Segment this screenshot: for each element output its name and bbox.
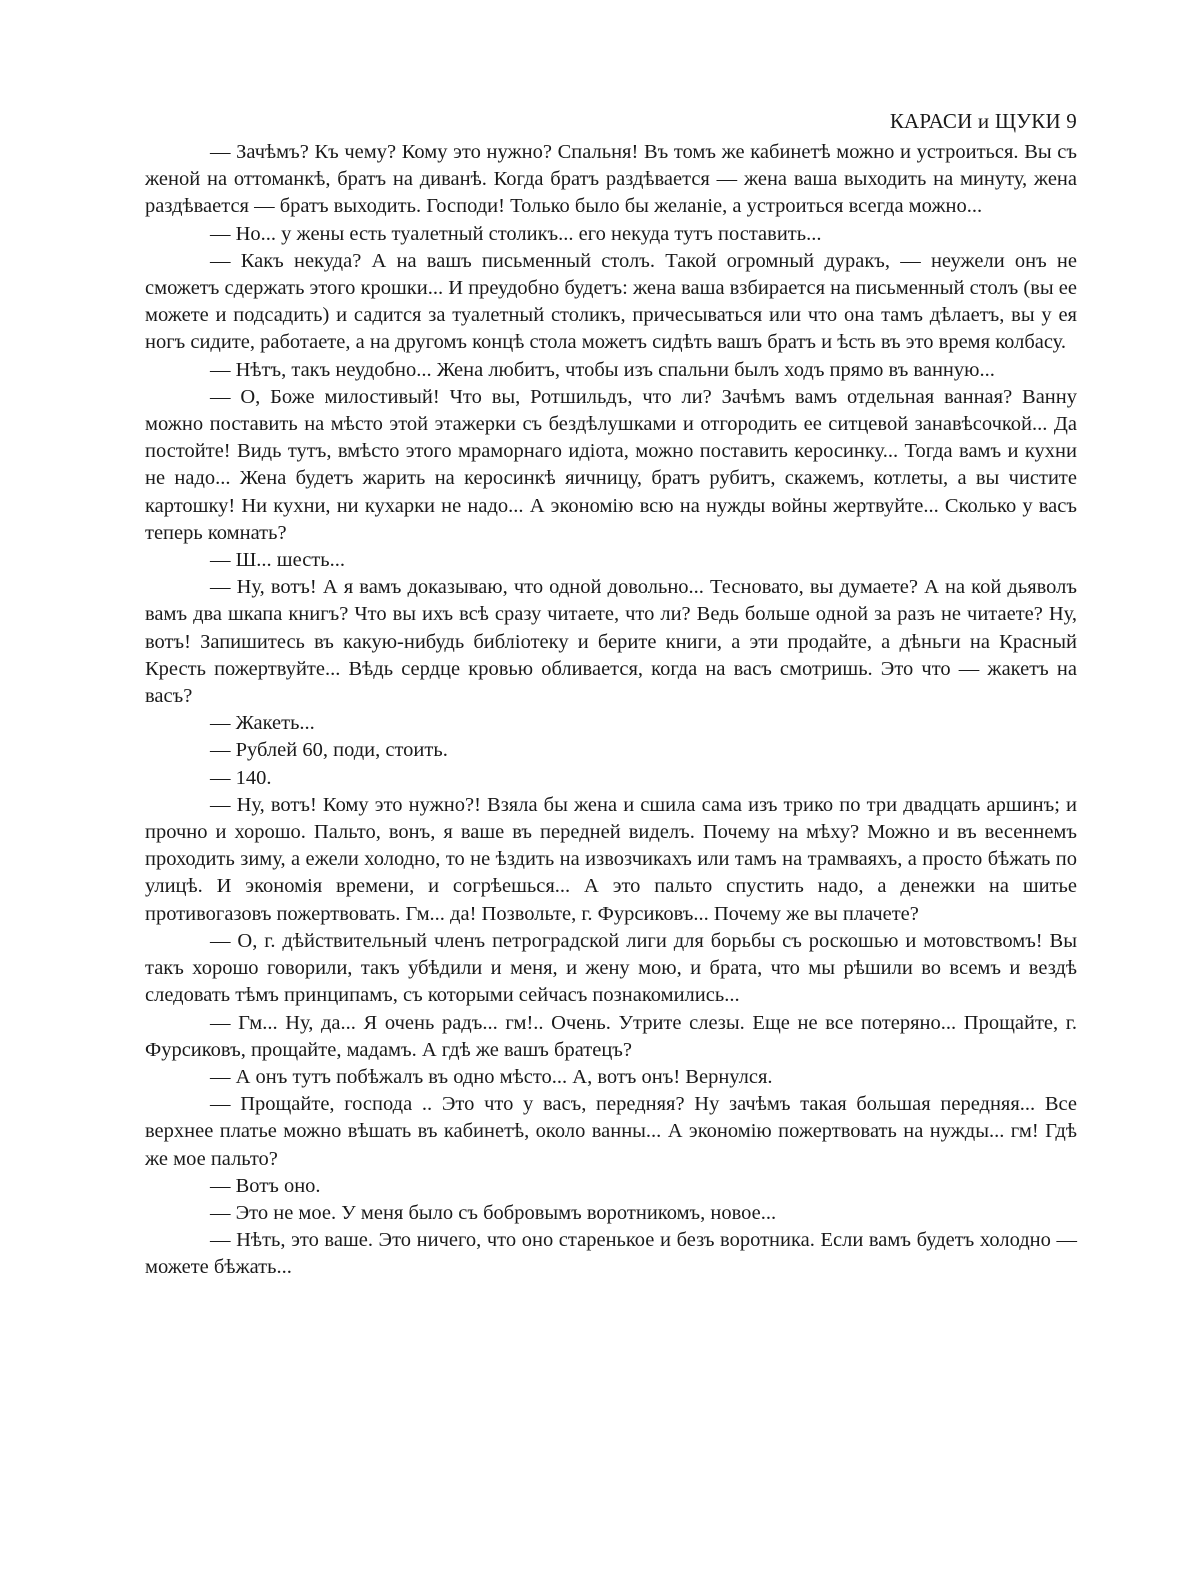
paragraph: — 140. [210, 766, 272, 789]
document-page [145, 108, 1077, 1282]
running-header: КАРАСИ и ЩУКИ 9 [889, 109, 1077, 133]
paragraph: — Гм... Ну, да... Я очень радъ... гм!.. Очень. Утрите слезы. Еще не все потеряно... Прощайте, г. Фурсиковъ, прощайте, мадамъ. А гдѣ же вашъ братецъ? [145, 1011, 1077, 1061]
paragraph: — Зачѣмъ? Къ чему? Кому это нужно? Спальня! Въ томъ же кабинетѣ можно и устроиться. Вы съ женой на оттоманкѣ, братъ на диванѣ. Когда братъ раздѣвается — жена ваша выходить на минуту, жена раздѣвается — братъ выходить. Господи! Только было бы желаніе, а устроиться всегда можно... [145, 141, 1077, 218]
paragraph: — Но... у жены есть туалетный столикъ... его некуда тутъ поставить... [210, 222, 822, 245]
paragraph: — Прощайте, господа .. Это что у васъ, передняя? Ну зачѣмъ такая большая передняя... Все верхнее платье можно вѣшать въ кабинетѣ, около ванны... А экономію пожертвовать на нужды... гм! Гдѣ же мое пальто? [145, 1093, 1077, 1170]
paragraph: — О, г. дѣйствительный членъ петроградской лиги для борьбы съ роскошью и мотовствомъ! Вы такъ хорошо говорили, такъ убѣдили и меня, и жену мою, и брата, что мы рѣшили во всемъ и вездѣ следовать тѣмъ принципамъ, съ которыми сейчасъ познакомились... [145, 929, 1077, 1007]
paragraph: — Жакеть... [210, 712, 315, 735]
paragraph: — Нѣтъ, такъ неудобно... Жена любитъ, чтобы изъ спальни былъ ходъ прямо въ ванную... [210, 358, 995, 381]
paragraph: — А онъ тутъ побѣжалъ въ одно мѣсто... А, вотъ онъ! Вернулся. [210, 1065, 773, 1088]
paragraph: — Это не мое. У меня было съ бобровымъ воротникомъ, новое... [210, 1201, 777, 1224]
paragraph: — Рублей 60, поди, стоить. [210, 739, 448, 762]
paragraph: — Вотъ оно. [210, 1174, 321, 1197]
paragraph: — О, Боже милостивый! Что вы, Ротшильдъ, что ли? Зачѣмъ вамъ отдельная ванная? Ванну можно поставить на мѣсто этой этажерки съ бездѣлушками и отгородить ее ситцевой занавѣсочкой... Да постойте! Видь тутъ, вмѣсто этого мраморнаго идіота, можно поставить керосинку... Тогда вамъ и кухни не надо... Жена будетъ жарить на керосинкѣ яичницу, братъ рубитъ, скажемъ, котлеты, а вы чистите картошку! Ни кухни, ни кухарки не надо... А экономію всю на нужды войны жертвуйте... Сколько у васъ теперь комнать? [145, 385, 1077, 544]
paragraph: — Какъ некуда? А на вашъ письменный столъ. Такой огромный дуракъ, — неужели онъ не сможетъ сдержать этого крошки... И преудобно будетъ: жена ваша взбирается на письменный столъ (вы ее можете и подсадить) и садится за туалетный столикъ, причесываться или что она тамъ дѣлаетъ, вы у ея ногъ сидите, работаете, а на другомъ концѣ стола можетъ сидѣть вашъ братъ и ѣсть въ это время колбасу. [145, 249, 1077, 354]
paragraph: — Нѣть, это ваше. Это ничего, что оно старенькое и безъ воротника. Если вамъ будетъ холодно — можете бѣжать... [145, 1229, 1077, 1279]
body-text [145, 139, 1077, 1282]
paragraph: — Ну, вотъ! Кому это нужно?! Взяла бы жена и сшила сама изъ трико по три двадцать аршинъ; и прочно и хорошо. Пальто, вонъ, я ваше въ передней виделъ. Почему на мѣху? Можно и въ весеннемъ проходить зиму, а ежели холодно, то не ѣздить на извозчикахъ или тамъ на трамваяхъ, а просто бѣжать по улицѣ. И экономія времени, и согрѣешься... А это пальто спустить надо, а денежки на шитье противогазовъ пожертвовать. Гм... да! Позвольте, г. Фурсиковъ... Почему же вы плачете? [145, 793, 1077, 925]
paragraph: — Ну, вотъ! А я вамъ доказываю, что одной довольно... Тесновато, вы думаете? А на кой дьяволъ вамъ два шкапа книгъ? Что вы ихъ всѣ сразу читаете, что ли? Ведь больше одной за разъ не читаете? Ну, вотъ! Запишитесь въ какую-нибудь библіотеку и берите книги, а эти продайте, а дѣньги на Красный Кресть пожертвуйте... Вѣдь сердце кровью обливается, когда на васъ смотришь. Это что — жакетъ на васъ? [145, 576, 1077, 708]
paragraph: — Ш... шесть... [210, 549, 345, 572]
